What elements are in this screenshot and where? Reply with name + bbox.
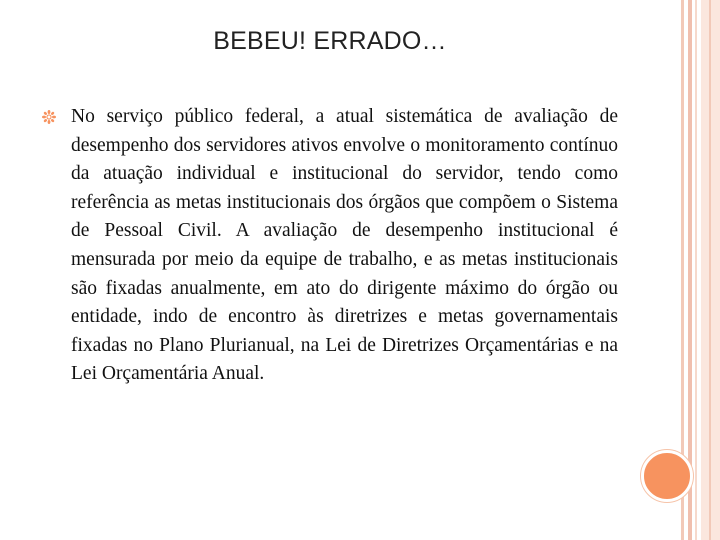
decorative-circle — [641, 450, 693, 502]
bullet-paragraph: No serviço público federal, a atual sistemática de avaliação de desempenho dos servidores ativos envolve o monitoramento contínuo da atuação individual e institucional do servidor, tendo como referência as metas institucionais dos órgãos que compõem o Sistema de Pessoal Civil. A avaliação de desempenho institucional é mensurada por meio da equipe de trabalho, e as metas institucionais são fixadas anualmente, em ato do dirigente máximo do órgão ou entidade, indo de encontro às diretrizes e metas governamentais fixadas no Plano Plurianual, na Lei de Diretrizes Orçamentárias e na Lei Orçamentária Anual. — [71, 106, 618, 385]
decorative-stripe-line — [709, 0, 711, 540]
sun-flower-bullet-icon — [42, 110, 56, 124]
bullet-item — [42, 103, 618, 389]
slide-title: BEBEU! ERRADO… — [213, 27, 447, 55]
decorative-stripe-line — [688, 0, 692, 540]
decorative-stripe-line — [695, 0, 697, 540]
